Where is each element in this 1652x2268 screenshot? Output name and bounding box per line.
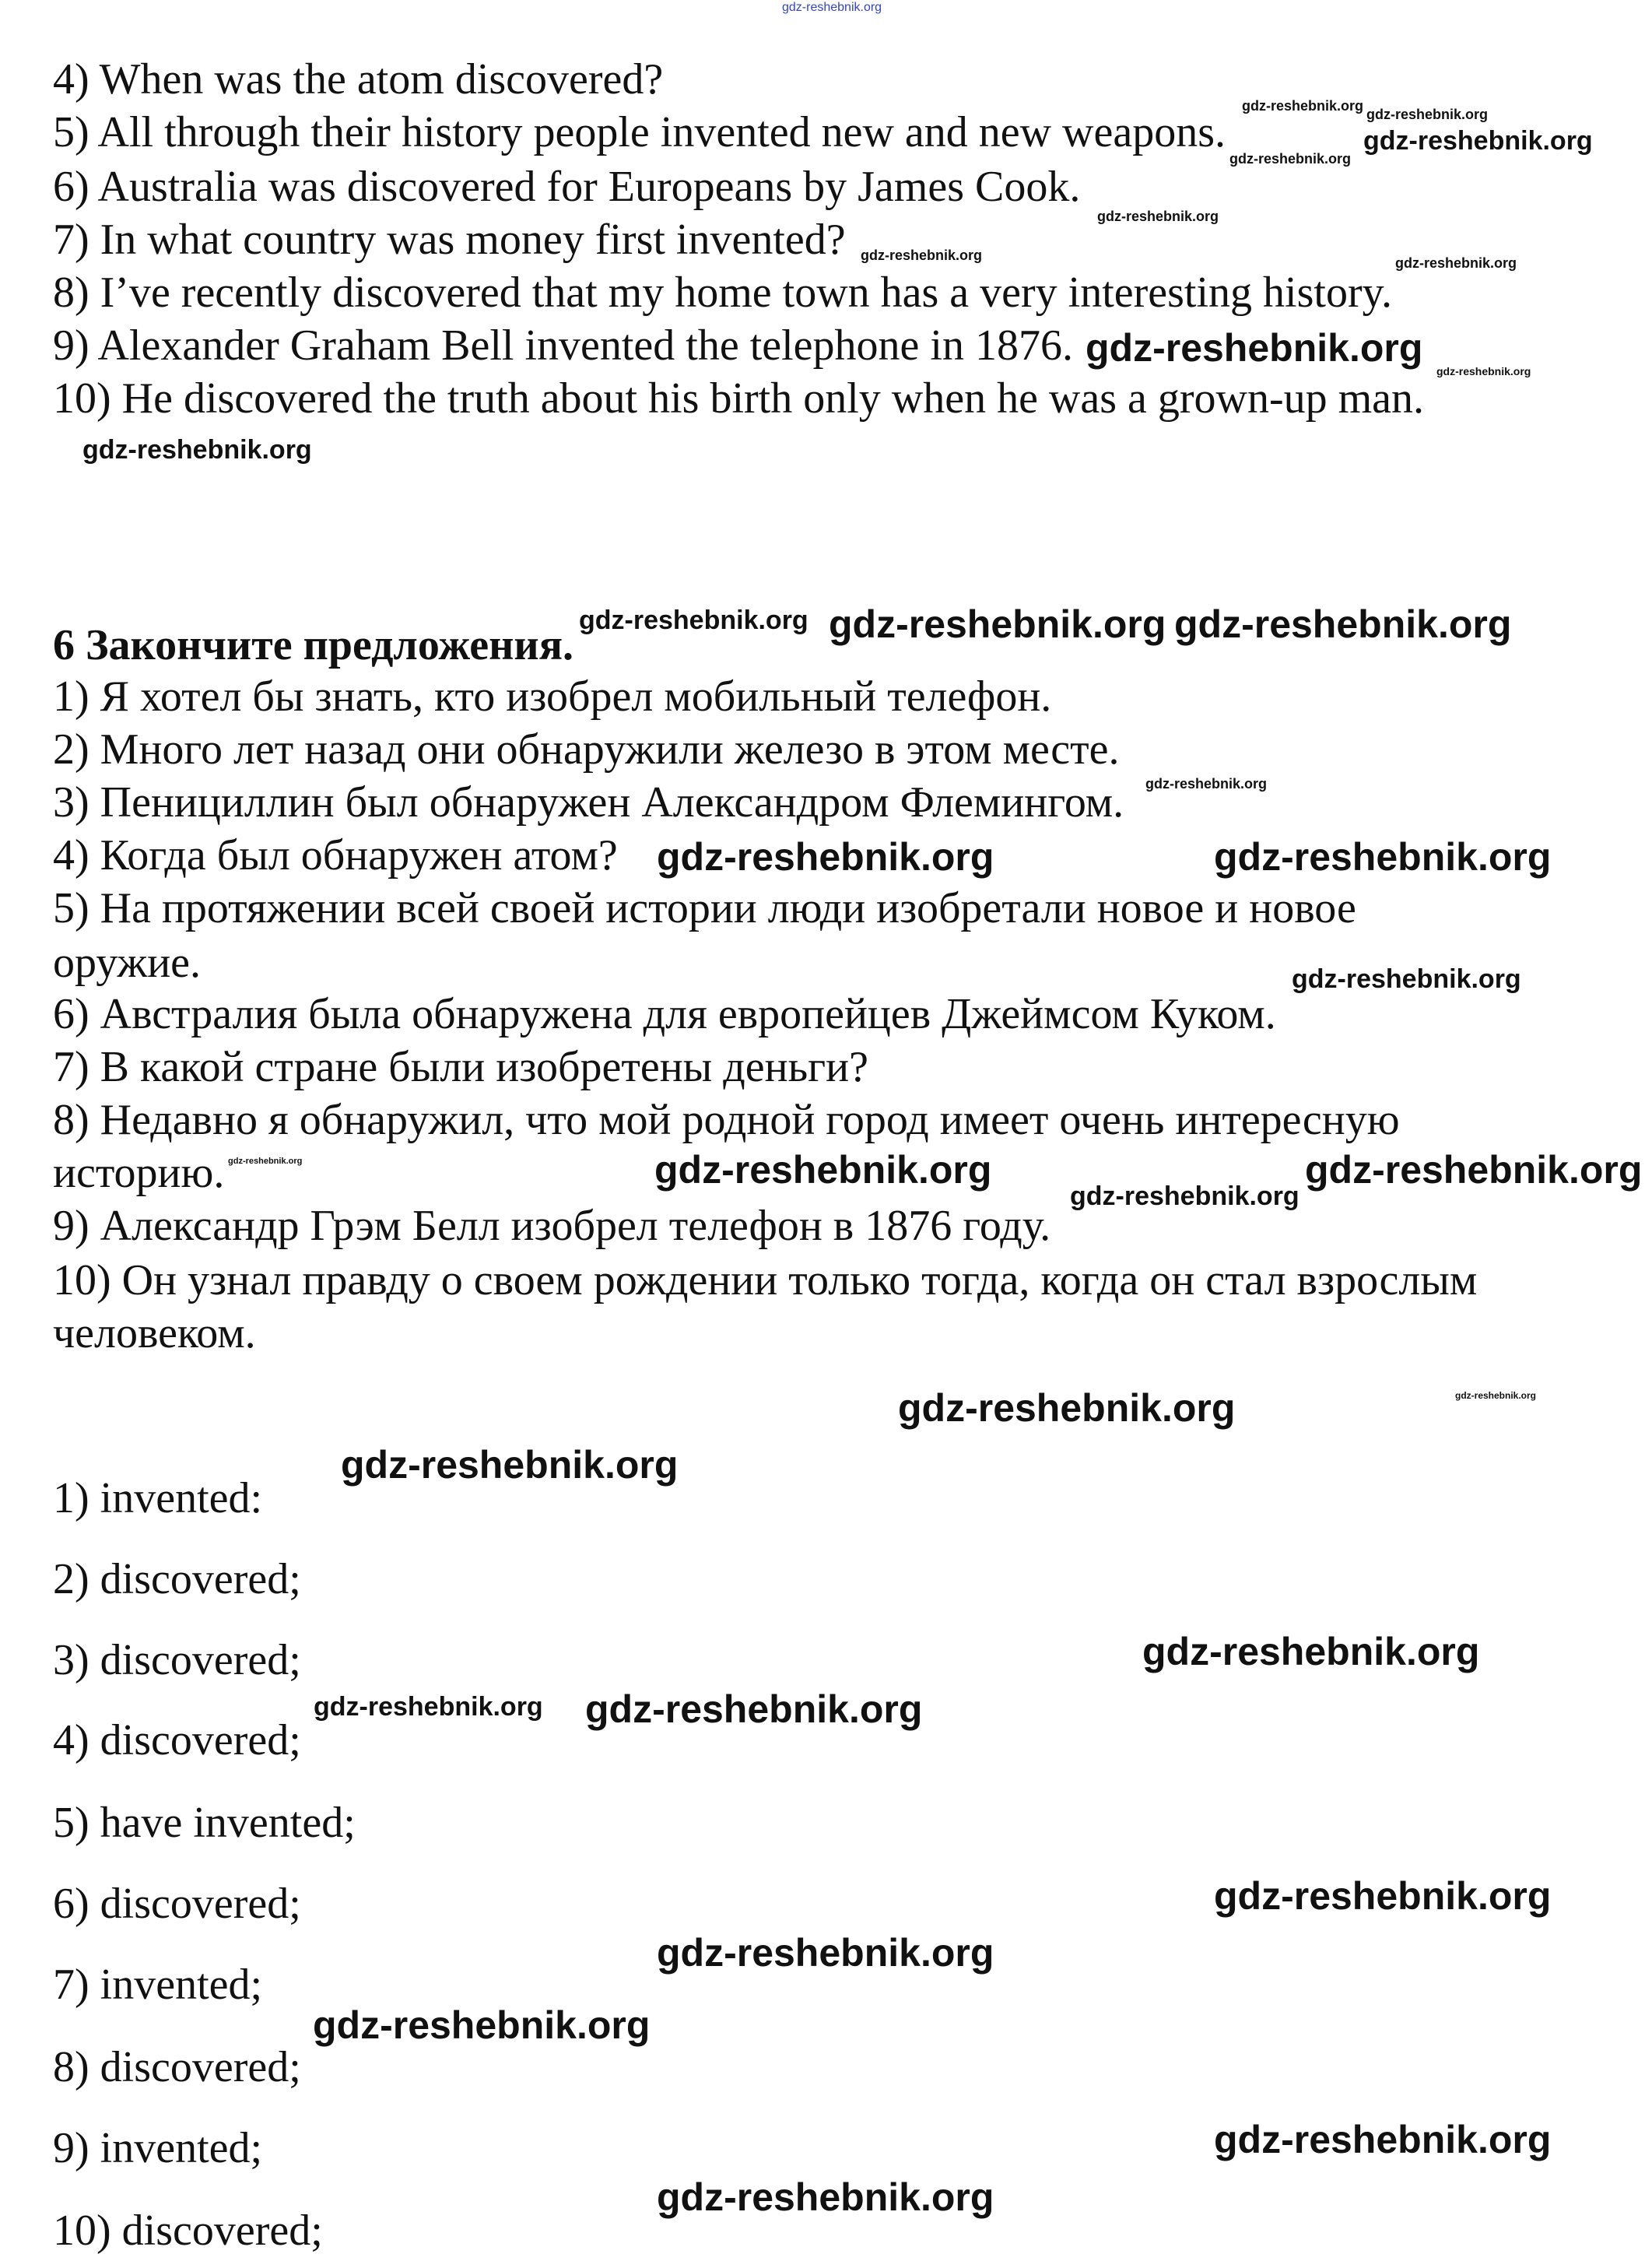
- russian-sentence: 8) Недавно я обнаружил, что мой родной город имеет очень интересную: [53, 1096, 1400, 1144]
- task-heading: 6 Закончите предложения.: [53, 621, 573, 669]
- watermark: gdz-reshebnik.org: [1142, 1630, 1480, 1673]
- answer-item: 5) have invented;: [53, 1799, 356, 1847]
- watermark: gdz-reshebnik.org: [829, 602, 1166, 646]
- watermark: gdz-reshebnik.org: [1214, 1874, 1552, 1918]
- watermark: gdz-reshebnik.org: [1436, 365, 1531, 377]
- watermark: gdz-reshebnik.org: [1395, 255, 1517, 271]
- watermark: gdz-reshebnik.org: [861, 248, 983, 263]
- english-sentence: 4) When was the atom discovered?: [53, 55, 664, 104]
- answer-item: 2) discovered;: [53, 1555, 301, 1603]
- russian-sentence: 5) На протяжении всей своей истории люди изобретали новое и новое: [53, 884, 1356, 932]
- answer-item: 4) discovered;: [53, 1716, 301, 1764]
- watermark: gdz-reshebnik.org: [1292, 964, 1521, 994]
- russian-sentence: историю.: [53, 1149, 225, 1197]
- watermark: gdz-reshebnik.org: [1305, 1148, 1643, 1192]
- english-sentence: 10) He discovered the truth about his birth only when he was a grown-up man.: [53, 374, 1425, 423]
- russian-sentence: 1) Я хотел бы знать, кто изобрел мобильный телефон.: [53, 672, 1052, 721]
- russian-sentence: 2) Много лет назад они обнаружили железо в этом месте.: [53, 725, 1120, 774]
- watermark: gdz-reshebnik.org: [1366, 107, 1489, 122]
- russian-sentence: 3) Пенициллин был обнаружен Александром Флемингом.: [53, 778, 1124, 827]
- watermark: gdz-reshebnik.org: [341, 1443, 679, 1487]
- russian-sentence: 6) Австралия была обнаружена для европейцев Джеймсом Куком.: [53, 990, 1276, 1038]
- answer-item: 7) invented;: [53, 1961, 263, 2009]
- watermark: gdz-reshebnik.org: [657, 835, 994, 879]
- watermark: gdz-reshebnik.org: [1070, 1181, 1300, 1211]
- answer-item: 8) discovered;: [53, 2043, 301, 2091]
- watermark: gdz-reshebnik.org: [1214, 835, 1552, 879]
- watermark: gdz-reshebnik.org: [1363, 126, 1593, 156]
- watermark: gdz-reshebnik.org: [654, 1148, 992, 1192]
- watermark: gdz-reshebnik.org: [1086, 326, 1423, 370]
- watermark: gdz-reshebnik.org: [1145, 776, 1268, 792]
- russian-sentence: 4) Когда был обнаружен атом?: [53, 831, 618, 879]
- russian-sentence: 9) Александр Грэм Белл изобрел телефон в 1876 году.: [53, 1202, 1051, 1250]
- english-sentence: 8) I’ve recently discovered that my home town has a very interesting history.: [53, 269, 1392, 317]
- english-sentence: 7) In what country was money first invented?: [53, 216, 846, 264]
- watermark: gdz-reshebnik.org: [1214, 2118, 1552, 2161]
- answer-item: 1) invented:: [53, 1474, 263, 1522]
- watermark: gdz-reshebnik.org: [657, 2175, 994, 2219]
- answer-item: 10) discovered;: [53, 2207, 323, 2255]
- english-sentence: 9) Alexander Graham Bell invented the telephone in 1876.: [53, 321, 1073, 370]
- watermark: gdz-reshebnik.org: [585, 1687, 923, 1731]
- russian-sentence: оружие.: [53, 939, 202, 987]
- watermark: gdz-reshebnik.org: [657, 1931, 994, 1975]
- watermark: gdz-reshebnik.org: [1229, 151, 1352, 167]
- watermark: gdz-reshebnik.org: [313, 2003, 651, 2047]
- answer-item: 3) discovered;: [53, 1636, 301, 1684]
- top-site-link[interactable]: gdz-reshebnik.org: [782, 1, 882, 14]
- watermark: gdz-reshebnik.org: [228, 1157, 303, 1166]
- watermark: gdz-reshebnik.org: [579, 606, 808, 635]
- answer-item: 6) discovered;: [53, 1880, 301, 1928]
- watermark: gdz-reshebnik.org: [1174, 602, 1512, 646]
- english-sentence: 5) All through their history people invented new and new weapons.: [53, 108, 1226, 156]
- russian-sentence: человеком.: [53, 1309, 256, 1357]
- english-sentence: 6) Australia was discovered for Europeans by James Cook.: [53, 163, 1081, 211]
- watermark: gdz-reshebnik.org: [1097, 209, 1219, 224]
- watermark: gdz-reshebnik.org: [82, 435, 312, 465]
- watermark: gdz-reshebnik.org: [1242, 98, 1364, 114]
- watermark: gdz-reshebnik.org: [314, 1692, 543, 1722]
- watermark: gdz-reshebnik.org: [1455, 1390, 1537, 1401]
- watermark: gdz-reshebnik.org: [898, 1386, 1236, 1430]
- russian-sentence: 7) В какой стране были изобретены деньги?: [53, 1043, 868, 1091]
- answer-item: 9) invented;: [53, 2124, 263, 2172]
- russian-sentence: 10) Он узнал правду о своем рождении только тогда, когда он стал взрослым: [53, 1256, 1478, 1304]
